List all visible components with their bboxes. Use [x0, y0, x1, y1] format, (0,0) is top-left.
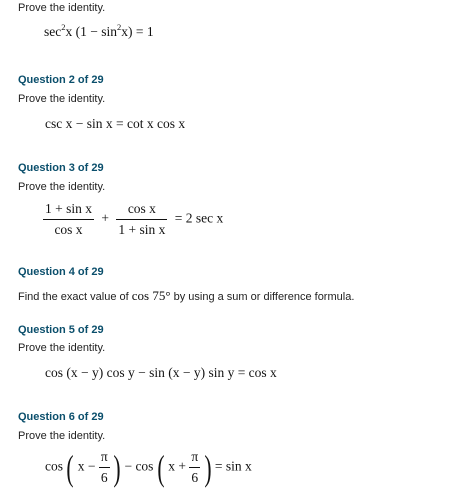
q3-fraction-2: $\frac{\text{cos x}}{\text{1 + sin x}}$: [118, 201, 166, 237]
q2-heading: Question 2 of 29: [18, 74, 104, 86]
q4-heading: Question 4 of 29: [18, 266, 104, 278]
q4-angle: cos 75°: [131, 288, 171, 303]
q5-prompt: Prove the identity.: [18, 342, 106, 354]
q3-heading: Question 3 of 29: [18, 162, 104, 174]
q1-prompt: Prove the identity.: [18, 2, 106, 14]
q6-heading: Question 6 of 29: [18, 411, 104, 423]
q5-heading: Question 5 of 29: [18, 324, 104, 336]
q3-expression: $\frac{\text{1 + sin x}}{\text{cos x}}$ + $\frac{\text{cos x}}{\text{1 + sin x}}$ = 2 sec x: [45, 201, 224, 237]
q2-expression: csc x − sin x = cot x cos x: [45, 116, 186, 131]
q6-fraction-1: $\frac{\pi}{6}$: [100, 449, 108, 485]
q6-expression: cos ( x − $\frac{\pi}{6}$ ) − cos ( x + $\frac{\pi}{6}$ ) = sin x: [45, 447, 252, 488]
q5-expression: cos (x − y) cos y − sin (x − y) sin y = cos x: [45, 365, 277, 380]
q6-fraction-2: $\frac{\pi}{6}$: [191, 449, 199, 485]
q3-prompt: Prove the identity.: [18, 181, 106, 193]
q2-prompt: Prove the identity.: [18, 93, 106, 105]
q6-prompt: Prove the identity.: [18, 430, 106, 442]
q1-expression: $\sec^2x$ $(1 - \sin^2x) = 1$: [44, 22, 154, 39]
q4-prompt: Find the exact value of cos 75° by using a sum or difference formula.: [18, 288, 355, 303]
q3-fraction-1: $\frac{\text{1 + sin x}}{\text{cos x}}$: [45, 201, 92, 237]
